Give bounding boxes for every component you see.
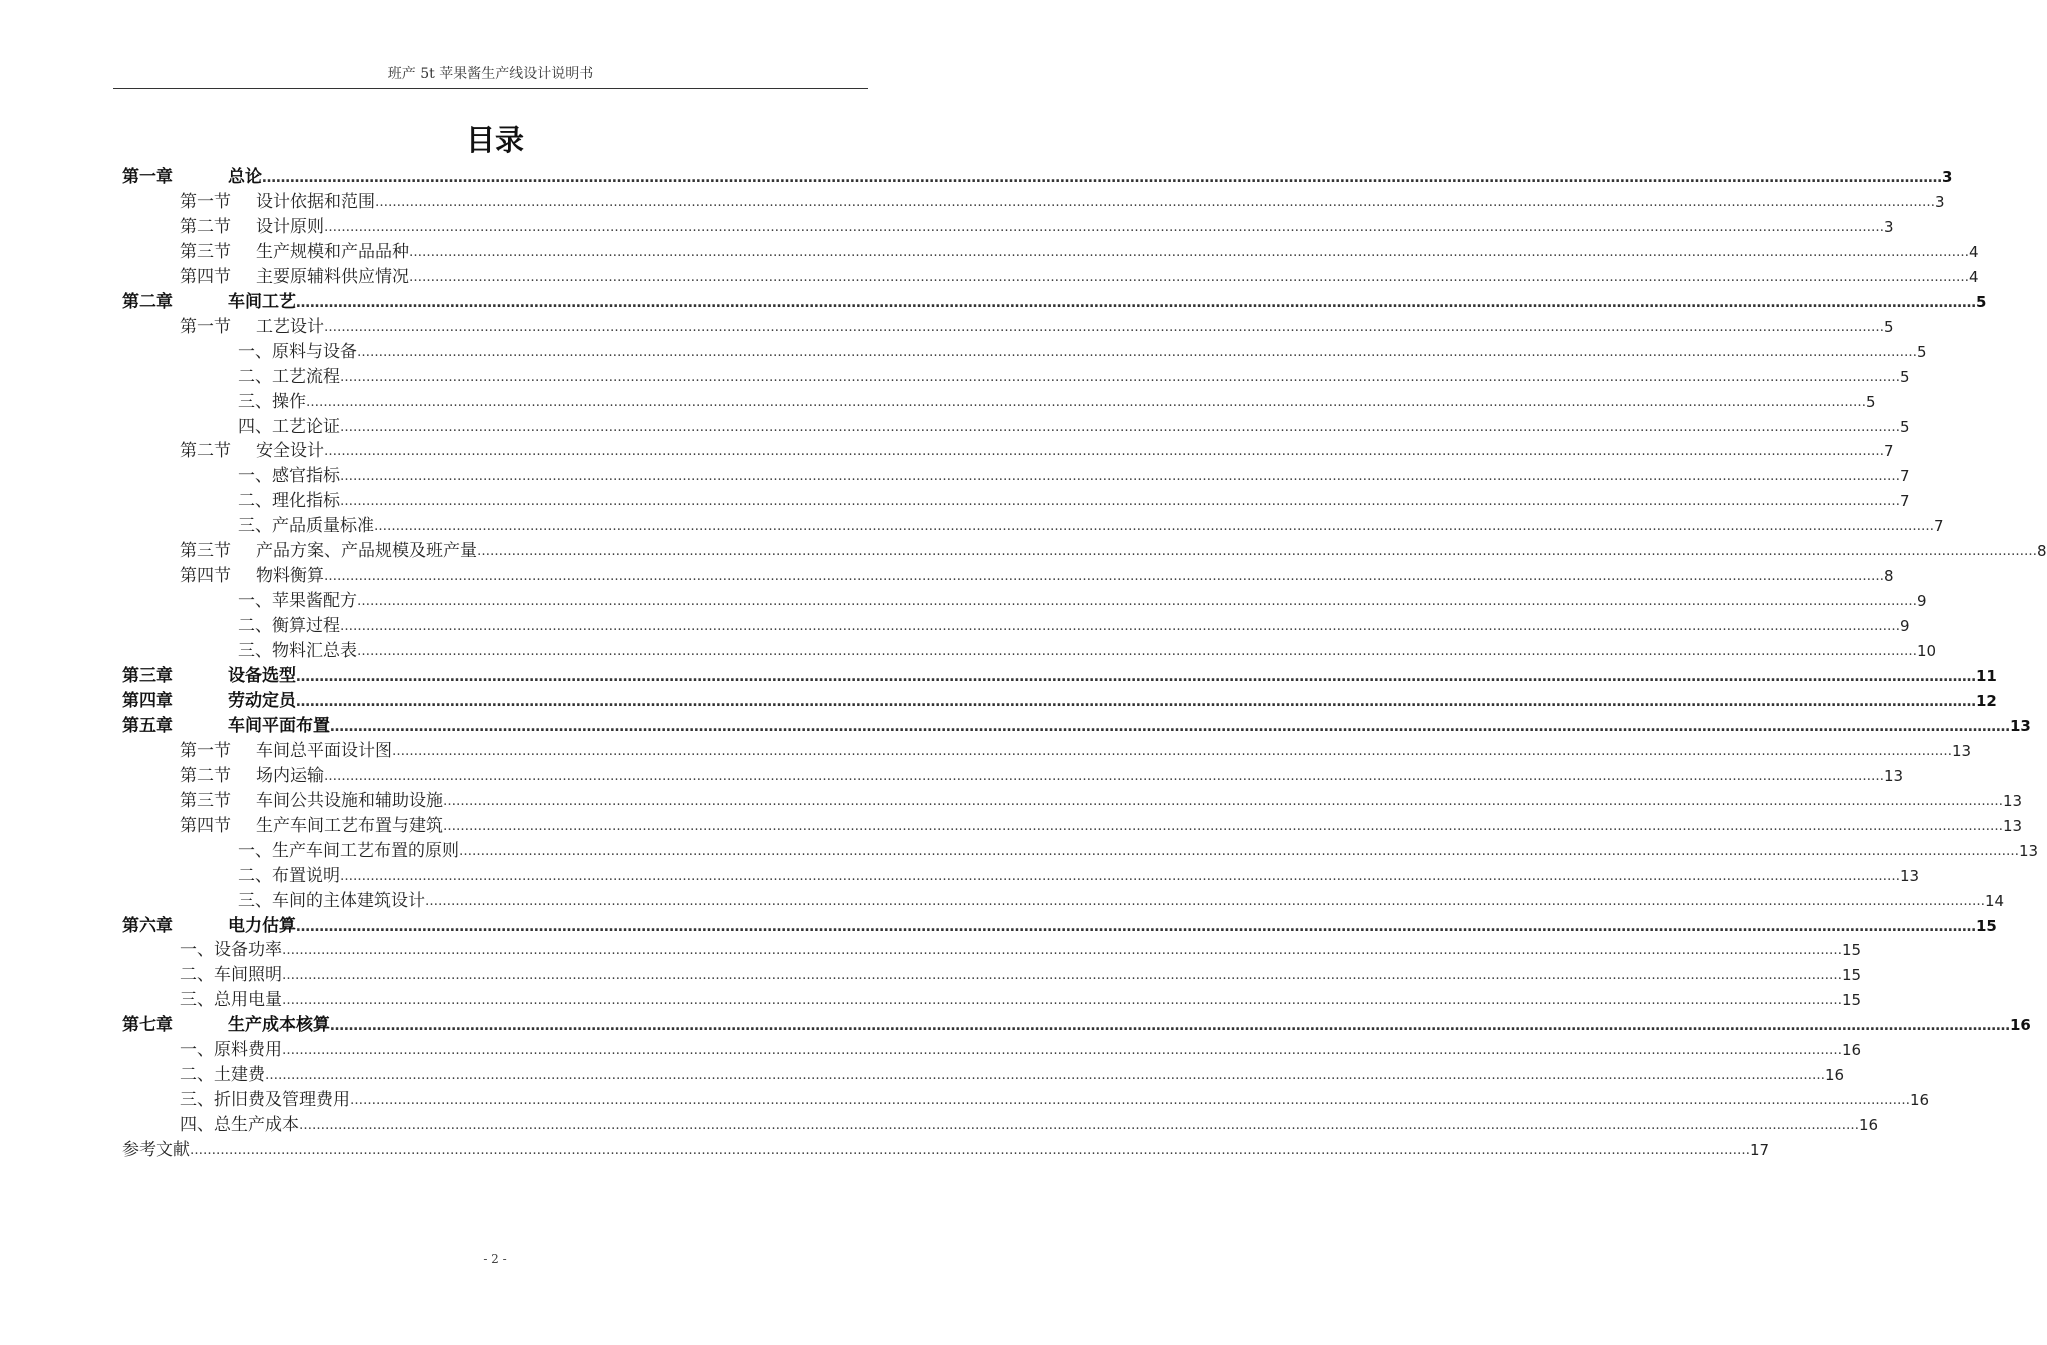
- dot-leader: ………………………………………………………………………………………………………………………………………………………………………………………………………………………………………………………………………………………………………………………………: [340, 868, 1900, 884]
- toc-entry-number: 第二节: [180, 765, 231, 786]
- toc-entry-number: 第一章: [122, 167, 173, 187]
- toc-entry-label: [180, 565, 324, 587]
- toc-entry[interactable]: [180, 1039, 1862, 1061]
- dot-leader: ………………………………………………………………………………………………………………………………………………………………………………………………………………………………………………………………………………………………………………………………: [296, 294, 1976, 311]
- toc-entry-label: [180, 765, 324, 787]
- toc-entry-label: [180, 540, 477, 562]
- toc-entry-text: 一、生产车间工艺布置的原则: [238, 840, 459, 861]
- toc-entry[interactable]: [180, 216, 1894, 238]
- toc-entry-text: 车间工艺: [228, 291, 296, 312]
- toc-entry-page: 5: [1900, 367, 1910, 386]
- toc-entry-text: 三、总用电量: [180, 990, 282, 1011]
- toc-entry-label: [180, 316, 324, 338]
- toc-entry-page: 11: [1976, 667, 1997, 685]
- toc-entry-label: [180, 191, 375, 213]
- toc-entry-page: 15: [1842, 966, 1862, 985]
- dot-leader: ………………………………………………………………………………………………………………………………………………………………………………………………………………………………………………………………………………………………………………………………: [409, 244, 1969, 260]
- toc-entry-label: [180, 790, 443, 812]
- dot-leader: ………………………………………………………………………………………………………………………………………………………………………………………………………………………………………………………………………………………………………………………………: [282, 968, 1842, 984]
- toc-entry[interactable]: [238, 865, 1920, 887]
- toc-entry-number: 第六章: [122, 915, 173, 936]
- dot-leader: ………………………………………………………………………………………………………………………………………………………………………………………………………………………………………………………………………………………………………………………………: [324, 219, 1884, 235]
- toc-entry-label: [180, 266, 409, 288]
- toc-entry[interactable]: [180, 1114, 1879, 1136]
- toc-entry-label: [238, 465, 340, 487]
- toc-entry-number: 第一节: [180, 191, 231, 212]
- toc-entry-number: 第三节: [180, 790, 231, 811]
- toc-entry-page: 5: [1917, 342, 1927, 361]
- toc-entry[interactable]: [180, 565, 1894, 587]
- toc-entry-text: 设计依据和范围: [256, 191, 375, 212]
- toc-entry-page: 9: [1917, 592, 1927, 611]
- toc-entry-label: [122, 690, 296, 712]
- dot-leader: ………………………………………………………………………………………………………………………………………………………………………………………………………………………………………………………………………………………………………………………………: [350, 1093, 1910, 1109]
- toc-entry-page: 16: [1825, 1066, 1845, 1085]
- toc-entry-page: 13: [1952, 741, 1972, 760]
- toc-entry-page: 7: [1900, 492, 1910, 511]
- toc-entry-text: 三、产品质量标准: [238, 516, 374, 537]
- toc-entry-label: [238, 490, 340, 512]
- toc-entry-page: 13: [2019, 841, 2039, 860]
- toc-entry-number: 第四章: [122, 690, 173, 711]
- toc-entry-label: [238, 840, 459, 862]
- dot-leader: ………………………………………………………………………………………………………………………………………………………………………………………………………………………………………………………………………………………………………………………………: [374, 519, 1934, 535]
- toc-entry[interactable]: [180, 790, 2023, 812]
- toc-entry-text: 劳动定员: [228, 690, 296, 711]
- toc-entry-page: 15: [1842, 941, 1862, 960]
- toc-entry[interactable]: [180, 316, 1894, 338]
- dot-leader: ………………………………………………………………………………………………………………………………………………………………………………………………………………………………………………………………………………………………………………………………: [324, 444, 1884, 460]
- toc-entry[interactable]: [238, 515, 1944, 537]
- dot-leader: ………………………………………………………………………………………………………………………………………………………………………………………………………………………………………………………………………………………………………………………………: [340, 494, 1900, 510]
- toc-entry-label: [122, 665, 296, 687]
- toc-entry-text: 三、折旧费及管理费用: [180, 1090, 350, 1111]
- toc-title: 目录: [465, 123, 524, 157]
- toc-entry-text: 二、衡算过程: [238, 616, 340, 637]
- toc-entry-label: [122, 1014, 330, 1036]
- toc-entry-text: 一、感官指标: [238, 466, 340, 487]
- toc-entry-label: [122, 166, 262, 188]
- toc-entry[interactable]: [238, 341, 1927, 363]
- toc-entry-page: 5: [1976, 292, 1987, 311]
- toc-entry-label: [238, 391, 306, 413]
- toc-entry-text: 场内运输: [256, 765, 324, 786]
- toc-entry[interactable]: [122, 1014, 2031, 1036]
- toc-entry-number: 第七章: [122, 1015, 173, 1036]
- toc-entry-text: 一、原料与设备: [238, 341, 357, 362]
- toc-entry[interactable]: [238, 490, 1910, 512]
- toc-entry[interactable]: [238, 416, 1910, 438]
- toc-entry-text: 主要原辅料供应情况: [256, 266, 409, 287]
- toc-entry-page: 4: [1969, 242, 1979, 261]
- toc-entry-text: 设计原则: [256, 216, 324, 237]
- toc-entry[interactable]: [122, 166, 1953, 188]
- toc-entry-label: [180, 815, 443, 837]
- toc-entry-text: 生产成本核算: [228, 1015, 330, 1036]
- toc-entry-page: 15: [1976, 916, 1997, 935]
- dot-leader: ………………………………………………………………………………………………………………………………………………………………………………………………………………………………………………………………………………………………………………………………: [340, 619, 1900, 635]
- toc-entry-label: [180, 1039, 282, 1061]
- toc-entry-text: 二、车间照明: [180, 965, 282, 986]
- toc-entry-number: 第五章: [122, 715, 173, 736]
- toc-entry-text: 参考文献: [122, 1140, 190, 1161]
- dot-leader: ………………………………………………………………………………………………………………………………………………………………………………………………………………………………………………………………………………………………………………………………: [282, 1043, 1842, 1059]
- toc-entry[interactable]: [238, 590, 1927, 612]
- toc-entry-page: 13: [1900, 866, 1920, 885]
- toc-entry[interactable]: [180, 540, 2047, 562]
- toc-entry-page: 3: [1935, 192, 1945, 211]
- toc-entry-label: [238, 366, 340, 388]
- dot-leader: ………………………………………………………………………………………………………………………………………………………………………………………………………………………………………………………………………………………………………………………………: [282, 943, 1842, 959]
- toc-entry-number: 第二章: [122, 291, 173, 312]
- toc-entry[interactable]: [180, 191, 1945, 213]
- dot-leader: ………………………………………………………………………………………………………………………………………………………………………………………………………………………………………………………………………………………………………………………………: [340, 419, 1900, 435]
- toc-entry-label: [180, 241, 409, 263]
- toc-entry-page: 5: [1884, 317, 1894, 336]
- toc-entry[interactable]: [238, 890, 2005, 912]
- toc-entry-label: [180, 964, 282, 986]
- dot-leader: ………………………………………………………………………………………………………………………………………………………………………………………………………………………………………………………………………………………………………………………………: [409, 269, 1969, 285]
- toc-entry-text: 三、物料汇总表: [238, 641, 357, 662]
- dot-leader: ………………………………………………………………………………………………………………………………………………………………………………………………………………………………………………………………………………………………………………………………: [330, 1018, 2010, 1035]
- toc-entry-page: 10: [1917, 642, 1937, 661]
- toc-entry-page: 16: [2010, 1016, 2031, 1035]
- toc-entry-label: [180, 989, 282, 1011]
- toc-entry[interactable]: [238, 840, 2039, 862]
- toc-entry[interactable]: [180, 939, 1862, 961]
- toc-entry-text: 生产车间工艺布置与建筑: [256, 815, 443, 836]
- toc-entry-page: 17: [1750, 1141, 1770, 1160]
- toc-entry-text: 物料衡算: [256, 566, 324, 587]
- toc-entry[interactable]: [180, 964, 1862, 986]
- toc-entry-number: 第四节: [180, 566, 231, 587]
- toc-entry-text: 一、设备功率: [180, 940, 282, 961]
- header-text: 班产 5t 苹果酱生产线设计说明书: [387, 66, 594, 82]
- toc-entry[interactable]: [238, 391, 1876, 413]
- toc-entry-label: [238, 615, 340, 637]
- dot-leader: ………………………………………………………………………………………………………………………………………………………………………………………………………………………………………………………………………………………………………………………………: [392, 743, 1952, 759]
- toc-entry-page: 7: [1900, 467, 1910, 486]
- toc-entry-page: 8: [1884, 567, 1894, 586]
- toc-entry-page: 5: [1866, 392, 1876, 411]
- toc-entry-page: 13: [1884, 766, 1904, 785]
- dot-leader: ………………………………………………………………………………………………………………………………………………………………………………………………………………………………………………………………………………………………………………………………: [296, 918, 1976, 935]
- toc-entry[interactable]: [180, 241, 1979, 263]
- dot-leader: ………………………………………………………………………………………………………………………………………………………………………………………………………………………………………………………………………………………………………………………………: [459, 843, 2019, 859]
- toc-entry-text: 车间公共设施和辅助设施: [256, 790, 443, 811]
- toc-entry[interactable]: [180, 740, 1972, 762]
- toc-entry-label: [238, 590, 357, 612]
- toc-entry-text: 总论: [228, 167, 262, 187]
- toc-entry-number: 第四节: [180, 266, 231, 287]
- dot-leader: ………………………………………………………………………………………………………………………………………………………………………………………………………………………………………………………………………………………………………………………………: [324, 569, 1884, 585]
- toc-entry-label: [122, 715, 330, 737]
- toc-entry-label: [122, 915, 296, 937]
- toc-entry-label: [238, 865, 340, 887]
- toc-entry-label: [122, 1139, 190, 1161]
- toc-entry-label: [180, 1064, 265, 1086]
- toc-entry-text: 三、车间的主体建筑设计: [238, 890, 425, 911]
- toc-entry-text: 一、苹果酱配方: [238, 591, 357, 612]
- toc-entry-page: 9: [1900, 617, 1910, 636]
- toc-entry-label: [180, 216, 324, 238]
- dot-leader: ………………………………………………………………………………………………………………………………………………………………………………………………………………………………………………………………………………………………………………………………: [324, 319, 1884, 335]
- toc-entry-page: 16: [1910, 1091, 1930, 1110]
- toc-entry[interactable]: [122, 715, 2031, 737]
- toc-entry-label: [238, 416, 340, 438]
- toc-entry-text: 四、总生产成本: [180, 1115, 299, 1136]
- dot-leader: ………………………………………………………………………………………………………………………………………………………………………………………………………………………………………………………………………………………………………………………………: [425, 893, 1985, 909]
- dot-leader: ………………………………………………………………………………………………………………………………………………………………………………………………………………………………………………………………………………………………………………………………: [296, 693, 1976, 710]
- toc-entry-number: 第二节: [180, 216, 231, 237]
- toc-entry-page: 3: [1942, 168, 1953, 186]
- toc-entry-page: 15: [1842, 991, 1862, 1010]
- toc-entry[interactable]: [180, 989, 1862, 1011]
- toc-entry-page: 7: [1884, 442, 1894, 461]
- toc-entry-text: 二、布置说明: [238, 865, 340, 886]
- dot-leader: ………………………………………………………………………………………………………………………………………………………………………………………………………………………………………………………………………………………………………………………………: [340, 369, 1900, 385]
- dot-leader: ………………………………………………………………………………………………………………………………………………………………………………………………………………………………………………………………………………………………………………………………: [375, 194, 1935, 210]
- toc-entry-text: 四、工艺论证: [238, 416, 340, 437]
- toc-entry-number: 第三节: [180, 241, 231, 262]
- toc-entry-number: 第一节: [180, 316, 231, 337]
- toc-entry-number: 第四节: [180, 815, 231, 836]
- dot-leader: ………………………………………………………………………………………………………………………………………………………………………………………………………………………………………………………………………………………………………………………………: [282, 993, 1842, 1009]
- toc-entry[interactable]: [122, 291, 1987, 313]
- toc-entry-text: 二、理化指标: [238, 491, 340, 512]
- dot-leader: ………………………………………………………………………………………………………………………………………………………………………………………………………………………………………………………………………………………………………………………………: [262, 170, 1942, 186]
- toc-entry[interactable]: [238, 465, 1910, 487]
- toc-entry-text: 电力估算: [228, 915, 296, 936]
- toc-entry-label: [180, 1089, 350, 1111]
- toc-entry-page: 3: [1884, 217, 1894, 236]
- toc-entry-text: 二、工艺流程: [238, 366, 340, 387]
- dot-leader: ………………………………………………………………………………………………………………………………………………………………………………………………………………………………………………………………………………………………………………………………: [306, 394, 1866, 410]
- dot-leader: ………………………………………………………………………………………………………………………………………………………………………………………………………………………………………………………………………………………………………………………………: [296, 669, 1976, 685]
- toc-entry-label: [238, 341, 357, 363]
- toc-entry-text: 车间平面布置: [228, 715, 330, 736]
- dot-leader: ………………………………………………………………………………………………………………………………………………………………………………………………………………………………………………………………………………………………………………………………: [443, 793, 2003, 809]
- toc-entry-label: [122, 291, 296, 313]
- toc-entry-page: 12: [1976, 691, 1997, 710]
- toc-entry-page: 13: [2003, 791, 2023, 810]
- page-number: - 2 -: [483, 1252, 507, 1266]
- toc-entry-text: 二、土建费: [180, 1065, 265, 1086]
- toc-entry-number: 第二节: [180, 441, 231, 462]
- dot-leader: ………………………………………………………………………………………………………………………………………………………………………………………………………………………………………………………………………………………………………………………………: [299, 1118, 1859, 1134]
- toc-entry[interactable]: [238, 640, 1937, 662]
- toc-entry-label: [180, 440, 324, 462]
- toc-entry-label: [238, 640, 357, 662]
- toc-entry[interactable]: [180, 765, 1904, 787]
- toc-entry-number: 第一节: [180, 740, 231, 761]
- toc-entry[interactable]: [180, 266, 1979, 288]
- toc-entry-label: [180, 740, 392, 762]
- toc-entry[interactable]: [180, 440, 1894, 462]
- dot-leader: ………………………………………………………………………………………………………………………………………………………………………………………………………………………………………………………………………………………………………………………………: [357, 644, 1917, 660]
- toc-entry-page: 14: [1985, 891, 2005, 910]
- toc-entry-page: 13: [2010, 716, 2031, 735]
- dot-leader: ………………………………………………………………………………………………………………………………………………………………………………………………………………………………………………………………………………………………………………………………: [330, 718, 2010, 735]
- dot-leader: ………………………………………………………………………………………………………………………………………………………………………………………………………………………………………………………………………………………………………………………………: [357, 344, 1917, 360]
- toc-entry-page: 7: [1934, 517, 1944, 536]
- toc-entry-text: 产品方案、产品规模及班产量: [256, 541, 477, 562]
- toc-entry-text: 车间总平面设计图: [256, 740, 392, 761]
- toc-entry[interactable]: [122, 915, 1997, 937]
- toc-entry-text: 安全设计: [256, 441, 324, 462]
- toc-entry-page: 16: [1842, 1041, 1862, 1060]
- dot-leader: ………………………………………………………………………………………………………………………………………………………………………………………………………………………………………………………………………………………………………………………………: [357, 594, 1917, 610]
- dot-leader: ………………………………………………………………………………………………………………………………………………………………………………………………………………………………………………………………………………………………………………………………: [340, 469, 1900, 485]
- toc-entry-text: 工艺设计: [256, 316, 324, 337]
- toc-entry[interactable]: [122, 690, 1997, 712]
- dot-leader: ………………………………………………………………………………………………………………………………………………………………………………………………………………………………………………………………………………………………………………………………: [477, 544, 2037, 560]
- toc-entry-label: [238, 890, 425, 912]
- toc-entry-page: 4: [1969, 267, 1979, 286]
- dot-leader: ………………………………………………………………………………………………………………………………………………………………………………………………………………………………………………………………………………………………………………………………: [443, 818, 2003, 834]
- toc-entry-text: 三、操作: [238, 391, 306, 412]
- toc-entry-label: [238, 515, 374, 537]
- toc-entry[interactable]: [180, 1064, 1845, 1086]
- toc-entry[interactable]: [238, 366, 1910, 388]
- toc-entry-text: 一、原料费用: [180, 1040, 282, 1061]
- dot-leader: ………………………………………………………………………………………………………………………………………………………………………………………………………………………………………………………………………………………………………………………………: [190, 1143, 1750, 1159]
- toc-entry-page: 8: [2037, 542, 2047, 561]
- toc-entry[interactable]: [180, 1089, 1930, 1111]
- toc-entry-page: 5: [1900, 417, 1910, 436]
- toc-entry[interactable]: [238, 615, 1910, 637]
- toc-entry[interactable]: [122, 1139, 1770, 1161]
- dot-leader: ………………………………………………………………………………………………………………………………………………………………………………………………………………………………………………………………………………………………………………………………: [265, 1068, 1825, 1084]
- toc-entry-text: 设备选型: [228, 666, 296, 686]
- toc-entry-number: 第三章: [122, 666, 173, 686]
- toc-entry-number: 第三节: [180, 541, 231, 562]
- toc-entry-label: [180, 1114, 299, 1136]
- toc-entry[interactable]: [180, 815, 2023, 837]
- toc-entry-text: 生产规模和产品品种: [256, 241, 409, 262]
- toc-entry[interactable]: [122, 665, 1997, 687]
- toc-entry-page: 13: [2003, 816, 2023, 835]
- toc-entry-page: 16: [1859, 1116, 1879, 1135]
- dot-leader: ………………………………………………………………………………………………………………………………………………………………………………………………………………………………………………………………………………………………………………………………: [324, 768, 1884, 784]
- toc-entry-label: [180, 939, 282, 961]
